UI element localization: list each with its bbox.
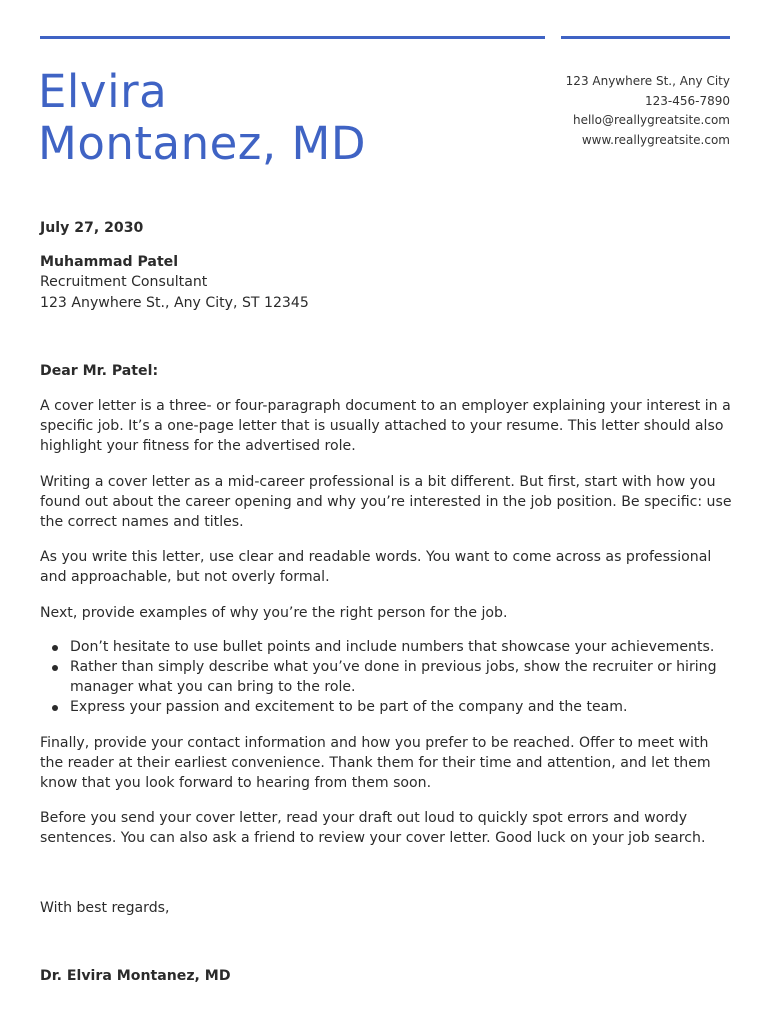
paragraph-1: A cover letter is a three- or four-paragraph document to an employer explaining your interest in a specific job. It’s a one-page letter that is usually attached to your resume. This letter should also highlight your fitness for the advertised role. [40, 398, 731, 455]
paragraph-3: As you write this letter, use clear and readable words. You want to come across as professional and approachable, but not overly formal. [40, 549, 712, 586]
recipient-address: 123 Anywhere St., Any City, ST 12345 [40, 294, 309, 311]
recipient-title: Recruitment Consultant [40, 274, 208, 291]
bullet-text: Rather than simply describe what you’ve done in previous jobs, show the recruiter or hiring manager what you can bring to the role. [70, 659, 717, 696]
paragraph-5: Finally, provide your contact information and how you prefer to be reached. Offer to meet with the reader at their earliest convenience. Thank them for their time and attention, and let them know that you look forward to hearing from them soon. [40, 734, 711, 792]
bullet-item [40, 637, 732, 657]
contact-email: hello@reallygreatsite.com [572, 113, 730, 128]
bullet-item [40, 697, 732, 717]
header-rule-right [561, 36, 730, 39]
paragraph-2: Writing a cover letter as a mid-career professional is a bit different. But first, start with how you found out about the career opening and why you’re interested in the job position. Be specific: use the correct names and titles. [40, 473, 732, 531]
salutation: Dear Mr. Patel: [40, 362, 159, 379]
paragraph-6: Before you send your cover letter, read your draft out loud to quickly spot errors and wordy sentences. You can also ask a friend to review your cover letter. Good luck on your job search. [40, 810, 706, 847]
closing: With best regards, [40, 899, 170, 916]
recipient-name: Muhammad Patel [40, 254, 179, 271]
sender-name-line2: Montanez, MD [38, 117, 367, 170]
bullet-list [40, 637, 732, 718]
letter-body [40, 218, 732, 986]
bullet-item [40, 657, 732, 697]
contact-website: www.reallygreatsite.com [581, 133, 730, 148]
contact-block [566, 72, 730, 151]
bullet-dot-icon [52, 645, 58, 651]
header-rule-left [40, 36, 545, 39]
contact-phone: 123-456-7890 [644, 93, 730, 108]
signature: Dr. Elvira Montanez, MD [40, 967, 231, 984]
contact-address: 123 Anywhere St., Any City [565, 74, 730, 88]
bullet-dot-icon [52, 665, 58, 671]
bullet-text: Express your passion and excitement to be part of the company and the team. [70, 699, 628, 716]
bullet-dot-icon [52, 705, 58, 711]
bullet-text: Don’t hesitate to use bullet points and include numbers that showcase your achievements. [70, 638, 715, 655]
sender-name [38, 66, 366, 170]
letter-date: July 27, 2030 [40, 220, 144, 236]
sender-name-line1: Elvira [38, 65, 168, 118]
paragraph-4: Next, provide examples of why you’re the right person for the job. [40, 604, 508, 621]
recipient-block [40, 252, 732, 313]
